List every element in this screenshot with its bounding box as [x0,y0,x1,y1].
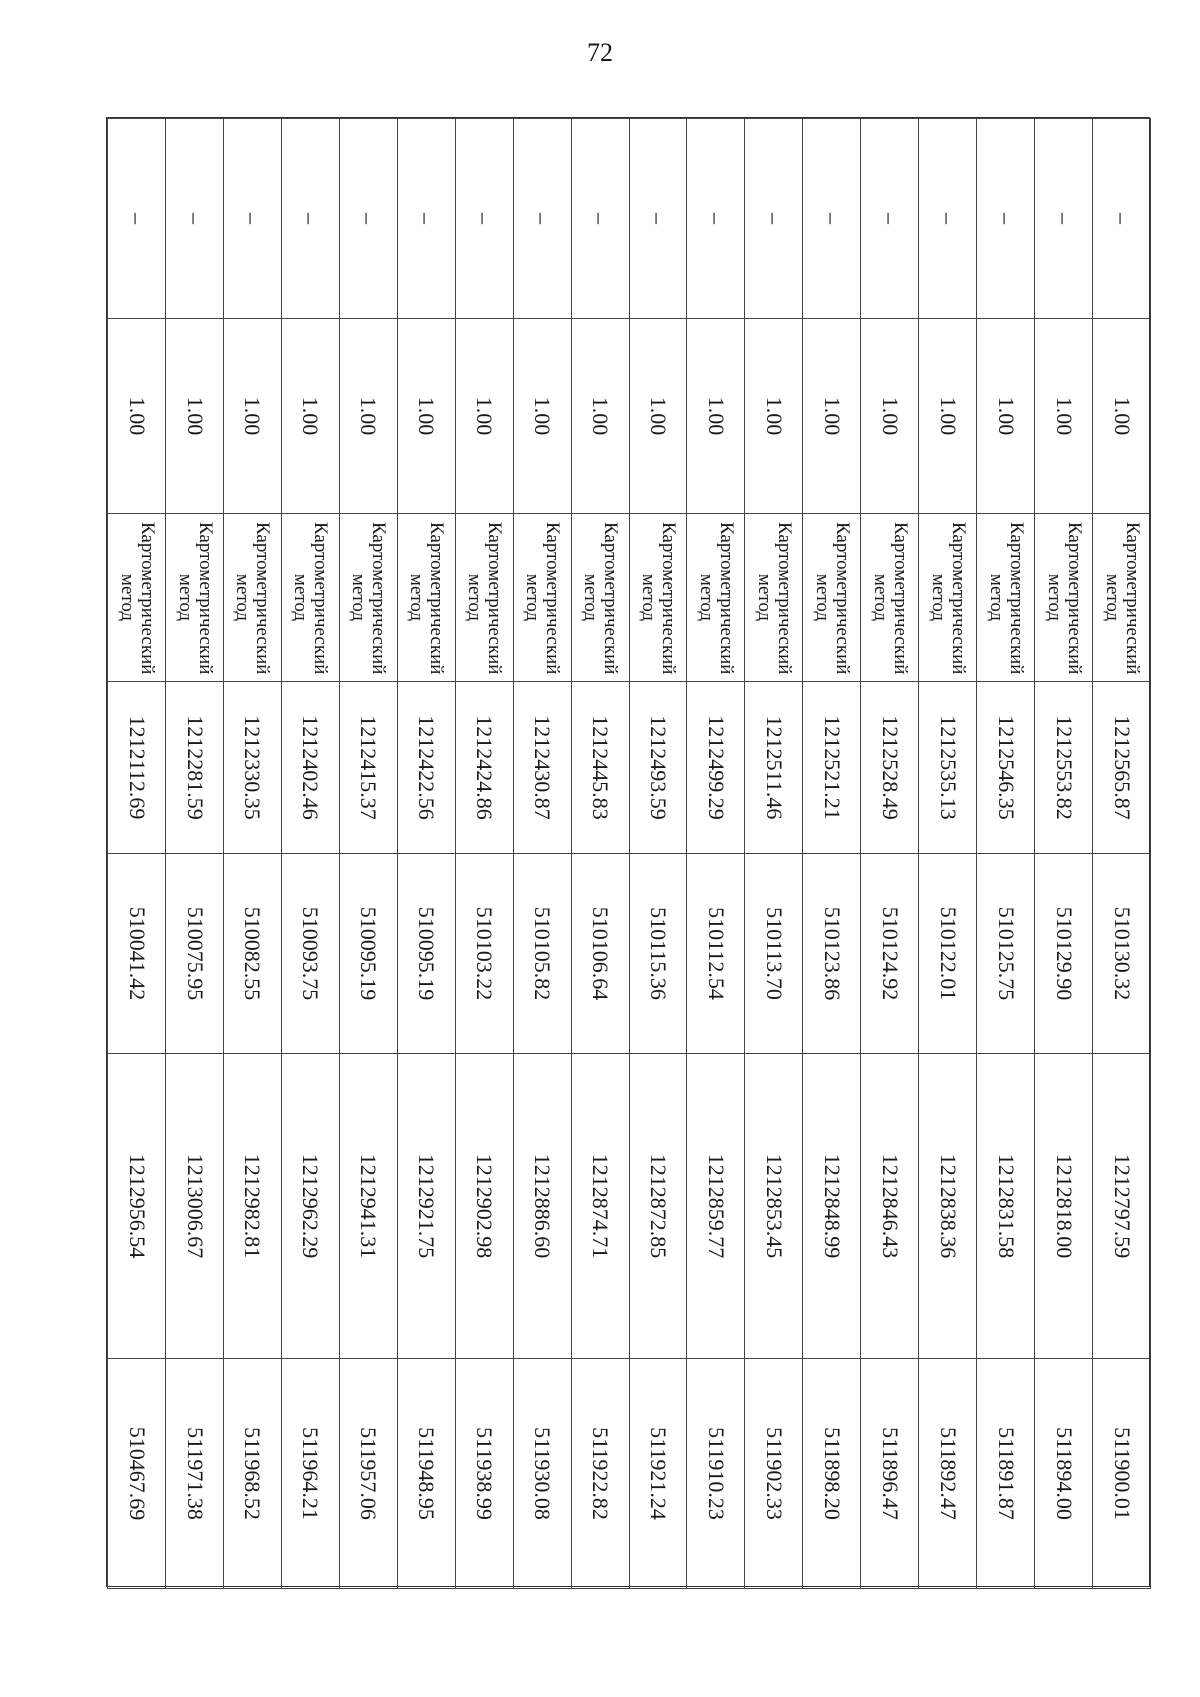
table-row [397,119,455,1589]
table-row [861,119,919,1589]
accuracy-cell: 1.00 [571,319,629,514]
method-line-2: метод [1043,573,1065,622]
method-line-2: метод [985,573,1007,622]
x1-cell: 511900.01 [1093,1359,1151,1589]
note-cell: – [803,119,861,319]
x2-cell: 510123.86 [803,854,861,1054]
accuracy-cell: 1.00 [803,319,861,514]
method-line-2: метод [695,573,717,622]
accuracy-cell: 1.00 [108,319,166,514]
note-cell: – [977,119,1035,319]
y2-cell: 1212521.21 [803,682,861,854]
method-line-2: метод [464,573,486,622]
x2-cell: 510130.32 [1093,854,1151,1054]
method-cell [281,514,339,682]
method-cell [803,514,861,682]
method-line-1: Картометрический [947,522,969,675]
method-line-2: метод [638,573,660,622]
note-cell: – [1035,119,1093,319]
note-cell: – [861,119,919,319]
note-cell: – [281,119,339,319]
method-line-2: метод [869,573,891,622]
table-row [1035,119,1093,1589]
method-line-2: метод [522,573,544,622]
method-line-2: метод [1101,573,1123,622]
method-line-2: метод [348,573,370,622]
y1-cell: 1212853.45 [745,1054,803,1359]
accuracy-cell: 1.00 [281,319,339,514]
x2-cell: 510106.64 [571,854,629,1054]
y1-cell: 1212846.43 [861,1054,919,1359]
table-row [108,119,166,1589]
note-cell: – [919,119,977,319]
accuracy-cell: 1.00 [745,319,803,514]
accuracy-cell: 1.00 [455,319,513,514]
note-cell: – [455,119,513,319]
method-cell [513,514,571,682]
x2-cell: 510105.82 [513,854,571,1054]
rotated-table-container [107,118,1151,1588]
y2-cell: 1212535.13 [919,682,977,854]
x1-cell: 511898.20 [803,1359,861,1589]
x2-cell: 510095.19 [397,854,455,1054]
method-line-2: метод [232,573,254,622]
y2-cell: 1212493.59 [629,682,687,854]
note-cell: – [397,119,455,319]
accuracy-cell: 1.00 [1093,319,1151,514]
table-row [224,119,282,1589]
method-line-1: Картометрический [368,522,390,675]
table-row [513,119,571,1589]
y1-cell: 1212956.54 [108,1054,166,1359]
method-cell [1035,514,1093,682]
y2-cell: 1212499.29 [687,682,745,854]
y2-cell: 1212565.87 [1093,682,1151,854]
method-line-2: метод [811,573,833,622]
method-line-1: Картометрический [1005,522,1027,675]
y1-cell: 1212848.99 [803,1054,861,1359]
x2-cell: 510041.42 [108,854,166,1054]
note-cell: – [513,119,571,319]
x2-cell: 510122.01 [919,854,977,1054]
accuracy-cell: 1.00 [977,319,1035,514]
method-cell [571,514,629,682]
note-cell: – [629,119,687,319]
accuracy-cell: 1.00 [339,319,397,514]
y2-cell: 1212445.83 [571,682,629,854]
method-line-1: Картометрический [136,522,158,675]
y1-cell: 1212874.71 [571,1054,629,1359]
y1-cell: 1212859.77 [687,1054,745,1359]
x2-cell: 510115.36 [629,854,687,1054]
method-line-2: метод [174,573,196,622]
y1-cell: 1212962.29 [281,1054,339,1359]
y2-cell: 1212281.59 [166,682,224,854]
y1-cell: 1213006.67 [166,1054,224,1359]
y1-cell: 1212902.98 [455,1054,513,1359]
note-cell: – [745,119,803,319]
x1-cell: 511968.52 [224,1359,282,1589]
table-row [745,119,803,1589]
method-line-1: Картометрический [484,522,506,675]
method-cell [1093,514,1151,682]
method-line-1: Картометрический [773,522,795,675]
x2-cell: 510103.22 [455,854,513,1054]
coordinates-table [107,118,1151,1589]
x1-cell: 511894.00 [1035,1359,1093,1589]
table-row [166,119,224,1589]
x2-cell: 510093.75 [281,854,339,1054]
table-row [977,119,1035,1589]
note-cell: – [571,119,629,319]
y2-cell: 1212330.35 [224,682,282,854]
x1-cell: 511964.21 [281,1359,339,1589]
page-number: 72 [587,38,613,67]
y2-cell: 1212553.82 [1035,682,1093,854]
method-cell [224,514,282,682]
method-cell [977,514,1035,682]
x1-cell: 511922.82 [571,1359,629,1589]
method-cell [861,514,919,682]
method-line-2: метод [580,573,602,622]
method-line-1: Картометрический [194,522,216,675]
x2-cell: 510082.55 [224,854,282,1054]
table-row [1093,119,1151,1589]
x2-cell: 510124.92 [861,854,919,1054]
y2-cell: 1212402.46 [281,682,339,854]
table-row [455,119,513,1589]
x1-cell: 511957.06 [339,1359,397,1589]
x1-cell: 511921.24 [629,1359,687,1589]
x1-cell: 511938.99 [455,1359,513,1589]
method-line-1: Картометрический [889,522,911,675]
method-line-1: Картометрический [1063,522,1085,675]
accuracy-cell: 1.00 [513,319,571,514]
x1-cell: 511891.87 [977,1359,1035,1589]
x2-cell: 510095.19 [339,854,397,1054]
y1-cell: 1212886.60 [513,1054,571,1359]
accuracy-cell: 1.00 [687,319,745,514]
y2-cell: 1212511.46 [745,682,803,854]
y2-cell: 1212415.37 [339,682,397,854]
table-row [919,119,977,1589]
y2-cell: 1212546.35 [977,682,1035,854]
y1-cell: 1212838.36 [919,1054,977,1359]
y1-cell: 1212941.31 [339,1054,397,1359]
y1-cell: 1212982.81 [224,1054,282,1359]
method-line-2: метод [116,573,138,622]
method-line-1: Картометрический [831,522,853,675]
method-cell [629,514,687,682]
method-line-1: Картометрический [426,522,448,675]
y2-cell: 1212424.86 [455,682,513,854]
x1-cell: 511896.47 [861,1359,919,1589]
note-cell: – [1093,119,1151,319]
method-line-1: Картометрический [600,522,622,675]
method-cell [339,514,397,682]
x2-cell: 510125.75 [977,854,1035,1054]
method-line-2: метод [406,573,428,622]
x1-cell: 511902.33 [745,1359,803,1589]
x1-cell: 511971.38 [166,1359,224,1589]
x1-cell: 511892.47 [919,1359,977,1589]
table-body [108,119,1151,1589]
method-cell [919,514,977,682]
y1-cell: 1212921.75 [397,1054,455,1359]
note-cell: – [166,119,224,319]
method-line-1: Картометрический [310,522,332,675]
accuracy-cell: 1.00 [861,319,919,514]
table-row [629,119,687,1589]
method-line-1: Картометрический [715,522,737,675]
note-cell: – [108,119,166,319]
x2-cell: 510129.90 [1035,854,1093,1054]
accuracy-cell: 1.00 [166,319,224,514]
note-cell: – [224,119,282,319]
y1-cell: 1212831.58 [977,1054,1035,1359]
y2-cell: 1212430.87 [513,682,571,854]
y2-cell: 1212422.56 [397,682,455,854]
method-line-1: Картометрический [1121,522,1143,675]
y1-cell: 1212872.85 [629,1054,687,1359]
method-line-2: метод [927,573,949,622]
accuracy-cell: 1.00 [224,319,282,514]
x1-cell: 510467.69 [108,1359,166,1589]
table-row [571,119,629,1589]
y2-cell: 1212112.69 [108,682,166,854]
x1-cell: 511930.08 [513,1359,571,1589]
method-line-1: Картометрический [542,522,564,675]
table-row [339,119,397,1589]
y1-cell: 1212818.00 [1035,1054,1093,1359]
x2-cell: 510113.70 [745,854,803,1054]
coordinates-table-frame [106,117,1150,1587]
method-cell [745,514,803,682]
method-line-2: метод [753,573,775,622]
accuracy-cell: 1.00 [629,319,687,514]
method-cell [108,514,166,682]
accuracy-cell: 1.00 [919,319,977,514]
method-cell [397,514,455,682]
method-cell [687,514,745,682]
method-cell [455,514,513,682]
x1-cell: 511910.23 [687,1359,745,1589]
x1-cell: 511948.95 [397,1359,455,1589]
note-cell: – [687,119,745,319]
accuracy-cell: 1.00 [397,319,455,514]
accuracy-cell: 1.00 [1035,319,1093,514]
table-row [281,119,339,1589]
method-line-1: Картометрический [658,522,680,675]
table-row [687,119,745,1589]
method-line-1: Картометрический [252,522,274,675]
x2-cell: 510075.95 [166,854,224,1054]
y2-cell: 1212528.49 [861,682,919,854]
x2-cell: 510112.54 [687,854,745,1054]
method-line-2: метод [290,573,312,622]
y1-cell: 1212797.59 [1093,1054,1151,1359]
note-cell: – [339,119,397,319]
method-cell [166,514,224,682]
table-row [803,119,861,1589]
